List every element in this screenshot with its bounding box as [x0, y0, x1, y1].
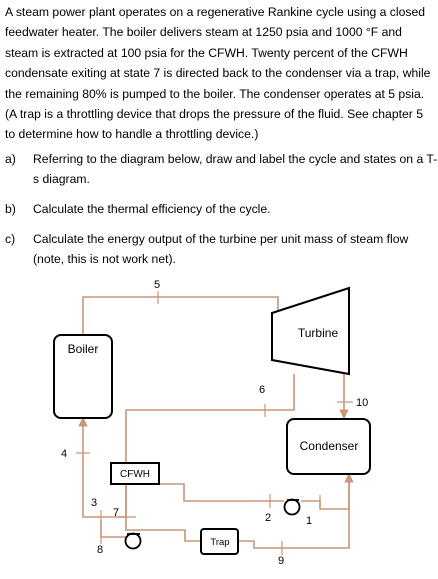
boiler-label: Boiler [67, 342, 99, 356]
pump-drain [126, 534, 141, 549]
state-10-label: 10 [356, 397, 369, 409]
question-label: b) [5, 202, 16, 216]
state-8-label: 8 [97, 544, 104, 556]
state-6-label: 6 [259, 384, 266, 396]
pipe-8 [101, 520, 127, 537]
question-text: Calculate the energy output of the turbine per unit mass of steam flow (note, this is not work net). [33, 232, 409, 267]
turbine-label: Turbine [297, 326, 339, 340]
question-label: a) [5, 152, 16, 166]
question-text: Calculate the thermal efficiency of the cycle. [33, 202, 271, 216]
pipe-trap-in [140, 530, 201, 541]
state-3-label: 3 [91, 497, 98, 509]
state-4-label: 4 [61, 448, 68, 460]
cfwh-label: CFWH [120, 469, 150, 480]
state-1-label: 1 [306, 515, 313, 527]
pipe-2 [159, 484, 284, 501]
pump-main [285, 500, 300, 515]
trap-label: Trap [210, 537, 230, 548]
pipe-5 [83, 297, 278, 336]
state-2-label: 2 [265, 512, 272, 524]
question-label: c) [5, 232, 16, 246]
problem-text: A steam power plant operates on a regenerative Rankine cycle using a closed feedwater heater. The boiler delivers steam at 1250 psia and 1000 °F and steam is extracted at 100 psia for the CFWH. Twenty percent of the CFWH condensate exiting at state 7 is directed back to the condenser via a trap, while the remaining 80% is pumped to the boiler. The condenser operates at 5 psia. (A trap is a throttling device that drops the pressure of the fluid. See chapter 5 to determine how to handle a throttling device.) [5, 5, 431, 142]
pipe-6 [126, 374, 294, 463]
state-7-label: 7 [113, 507, 120, 519]
condenser-label: Condenser [299, 439, 359, 453]
state-5-label: 5 [154, 279, 161, 291]
pipe-1 [301, 474, 349, 509]
question-text: Referring to the diagram below, draw and label the cycle and states on a T-s diagram. [33, 152, 438, 187]
pipe-7 [126, 484, 140, 530]
state-9-label: 9 [278, 555, 285, 567]
